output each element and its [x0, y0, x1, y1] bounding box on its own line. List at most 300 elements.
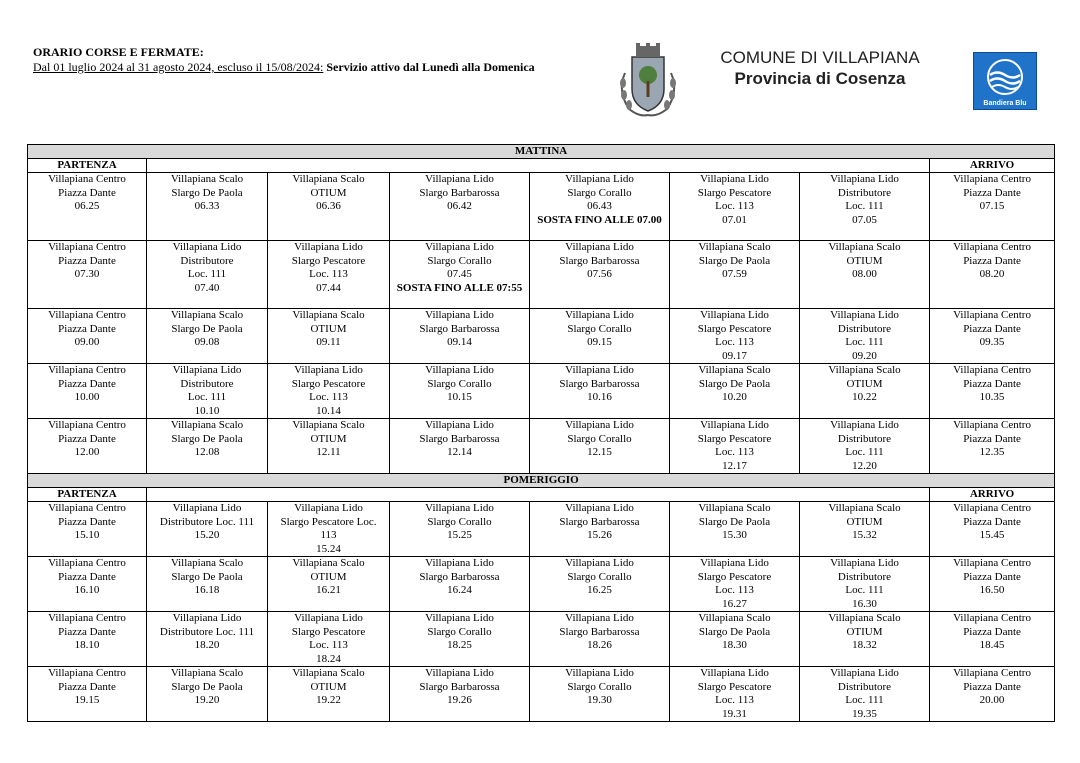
municipal-crest-icon — [615, 43, 681, 119]
stop-line: Slargo Barbarossa — [559, 625, 640, 638]
stop-cell — [670, 667, 800, 722]
stop-line: Villapiana Lido — [565, 309, 634, 321]
stop-cell — [800, 502, 930, 557]
stop-line: Villapiana Lido — [425, 241, 494, 253]
stop-line: Villapiana Lido — [700, 173, 769, 185]
stop-line: Slargo Barbarossa — [559, 377, 640, 390]
stop-line: Slargo Barbarossa — [419, 186, 500, 199]
stop-cell — [530, 612, 670, 667]
table-row — [28, 241, 1055, 309]
stop-cell — [390, 502, 530, 557]
stop-line: Villapiana Lido — [565, 173, 634, 185]
stop-line: Slargo Corallo — [567, 322, 632, 335]
stop-cell — [147, 667, 268, 722]
stop-cell — [390, 241, 530, 309]
stop-time: 07.15 — [979, 200, 1005, 212]
table-row — [28, 419, 1055, 474]
stop-line: Villapiana Centro — [953, 241, 1031, 253]
blue-flag-label: Bandiera Blu — [983, 100, 1027, 107]
stop-line: Slargo Corallo — [427, 625, 492, 638]
stop-cell — [800, 667, 930, 722]
stop-line: Villapiana Lido — [565, 557, 634, 569]
stop-line: Slargo De Paola — [171, 186, 243, 199]
stop-line: OTIUM — [846, 377, 883, 390]
stop-line: Villapiana Scalo — [170, 557, 244, 569]
stop-cell — [147, 309, 268, 364]
stop-cell — [930, 557, 1055, 612]
table-row — [28, 557, 1055, 612]
stop-cell — [800, 309, 930, 364]
stop-line: Slargo Pescatore Loc. — [280, 515, 377, 528]
stop-line: Loc. 113 — [715, 446, 754, 458]
stop-time: 19.20 — [194, 694, 220, 706]
stop-cell — [390, 309, 530, 364]
stop-line: Villapiana Lido — [700, 667, 769, 679]
stop-line: Slargo Barbarossa — [419, 432, 500, 445]
service-period — [33, 60, 535, 75]
stop-line: Villapiana Lido — [172, 241, 242, 253]
stop-cell — [147, 419, 268, 474]
stop-line: Villapiana Scalo — [698, 502, 771, 514]
stop-line: Villapiana Scalo — [698, 241, 771, 253]
stop-time: 12.00 — [74, 446, 100, 458]
stop-time: 19.31 — [722, 707, 747, 720]
stop-time: 19.15 — [74, 694, 100, 706]
stop-time: 16.50 — [979, 584, 1005, 596]
stop-time: 18.26 — [587, 639, 612, 651]
stop-line: Piazza Dante — [58, 186, 116, 199]
stop-line: Piazza Dante — [58, 377, 116, 390]
stop-line: Villapiana Scalo — [170, 309, 244, 321]
stop-line: Piazza Dante — [963, 680, 1021, 693]
stop-line: Villapiana Lido — [565, 612, 634, 624]
stop-time: 10.15 — [447, 391, 472, 403]
stop-time: 18.45 — [979, 639, 1005, 651]
stop-line: Villapiana Centro — [48, 612, 126, 624]
stop-line: Slargo De Paola — [698, 377, 771, 390]
stop-time: 15.20 — [194, 529, 220, 541]
stop-cell — [930, 173, 1055, 241]
stop-time: 09.14 — [447, 336, 472, 348]
stop-cell — [268, 419, 390, 474]
stop-line: Villapiana Scalo — [698, 612, 771, 624]
stop-time: 06.43 — [587, 200, 612, 212]
section-title: MATTINA — [28, 145, 1055, 159]
stop-line: Piazza Dante — [58, 254, 116, 267]
stop-line: Loc. 111 — [845, 336, 884, 348]
stop-line: Villapiana Lido — [425, 419, 494, 431]
stop-cell — [530, 419, 670, 474]
stop-line: Villapiana Lido — [565, 667, 634, 679]
stop-cell — [670, 173, 800, 241]
stop-line: Loc. 111 — [845, 200, 884, 212]
stop-time: 16.30 — [852, 597, 877, 610]
stop-line: Distributore — [837, 570, 892, 583]
stop-time: 06.25 — [74, 200, 100, 212]
stop-time: 12.20 — [852, 459, 877, 472]
timetable — [27, 144, 1055, 722]
stop-line: Piazza Dante — [58, 432, 116, 445]
stop-cell — [530, 364, 670, 419]
stop-line: Distributore — [837, 432, 892, 445]
stop-time: 09.00 — [74, 336, 100, 348]
stop-line: Villapiana Lido — [565, 419, 634, 431]
stop-line: Distributore — [837, 322, 892, 335]
stop-time: 12.14 — [447, 446, 472, 458]
stop-cell — [670, 557, 800, 612]
departure-label: PARTENZA — [28, 159, 147, 173]
stop-cell — [390, 173, 530, 241]
stop-time: 18.32 — [852, 639, 877, 651]
stop-line: Villapiana Lido — [425, 557, 494, 569]
municipality-name: COMUNE DI VILLAPIANA — [720, 48, 920, 67]
stop-time: 10.20 — [722, 391, 747, 403]
stop-line: Villapiana Lido — [425, 309, 494, 321]
stop-time: 16.10 — [74, 584, 100, 596]
stop-cell — [28, 612, 147, 667]
table-row — [28, 173, 1055, 241]
stop-line: Distributore Loc. 111 — [159, 625, 255, 638]
stop-cell — [800, 557, 930, 612]
stop-time: 09.08 — [194, 336, 220, 348]
stop-line: Villapiana Lido — [565, 241, 634, 253]
stop-time: 10.22 — [852, 391, 877, 403]
stop-cell — [670, 502, 800, 557]
stop-line: Slargo Pescatore — [291, 625, 366, 638]
stop-line: OTIUM — [310, 186, 347, 199]
stop-cell — [147, 173, 268, 241]
departure-label: PARTENZA — [28, 488, 147, 502]
stop-time: 07.40 — [194, 281, 220, 294]
stop-time: 07.30 — [74, 268, 100, 280]
stop-cell — [800, 241, 930, 309]
stop-cell — [28, 364, 147, 419]
stop-time: 12.17 — [722, 459, 747, 472]
stop-line: OTIUM — [310, 680, 347, 693]
stop-cell — [530, 241, 670, 309]
stop-line: Villapiana Lido — [830, 309, 899, 321]
table-row — [28, 502, 1055, 557]
stop-line: Villapiana Scalo — [292, 419, 365, 431]
stop-time: 07.01 — [722, 213, 747, 226]
stop-cell — [670, 612, 800, 667]
stop-time: 18.10 — [74, 639, 100, 651]
stop-line: Villapiana Scalo — [828, 241, 901, 253]
stop-cell — [28, 419, 147, 474]
stop-line: Piazza Dante — [963, 432, 1021, 445]
stop-line: Piazza Dante — [963, 322, 1021, 335]
stop-line: Villapiana Centro — [48, 309, 126, 321]
stop-line: Villapiana Centro — [48, 364, 126, 376]
stop-line: Slargo Corallo — [427, 254, 492, 267]
stop-cell — [670, 419, 800, 474]
table-row — [28, 309, 1055, 364]
stop-cell — [530, 502, 670, 557]
stop-time: 09.15 — [587, 336, 612, 348]
stop-line: Villapiana Centro — [953, 667, 1031, 679]
stop-line: Slargo Barbarossa — [559, 254, 640, 267]
label-spacer — [147, 159, 930, 173]
province-name: Provincia di Cosenza — [734, 69, 906, 88]
stop-line: OTIUM — [846, 254, 883, 267]
stop-line: OTIUM — [846, 515, 883, 528]
stop-line: Distributore — [837, 680, 892, 693]
stop-time: 15.25 — [447, 529, 472, 541]
stop-time: 19.22 — [316, 694, 341, 706]
table-row — [28, 667, 1055, 722]
stop-cell — [530, 667, 670, 722]
stop-line: Villapiana Lido — [700, 309, 769, 321]
stop-line: Slargo De Paola — [171, 680, 243, 693]
stop-line: Slargo Barbarossa — [419, 570, 500, 583]
stop-cell — [930, 241, 1055, 309]
stop-cell — [390, 612, 530, 667]
stop-line: OTIUM — [846, 625, 883, 638]
stop-cell — [147, 612, 268, 667]
stop-line: Distributore — [180, 254, 234, 267]
stop-time: 16.18 — [194, 584, 220, 596]
stop-cell — [670, 241, 800, 309]
stop-line: OTIUM — [310, 432, 347, 445]
stop-time: 15.30 — [722, 529, 747, 541]
stop-time: 12.11 — [316, 446, 341, 458]
section-band-row — [28, 474, 1055, 488]
stop-time: 15.10 — [74, 529, 100, 541]
stop-line: Villapiana Lido — [425, 612, 494, 624]
table-row — [28, 612, 1055, 667]
stop-line: Piazza Dante — [963, 570, 1021, 583]
stop-time: 09.17 — [722, 349, 747, 362]
stop-line: Villapiana Lido — [830, 173, 899, 185]
stop-line: Slargo De Paola — [698, 625, 771, 638]
stop-line: Villapiana Scalo — [828, 612, 901, 624]
stop-cell — [930, 309, 1055, 364]
stop-cell — [800, 419, 930, 474]
stop-line: Villapiana Scalo — [292, 309, 365, 321]
stop-cell — [930, 502, 1055, 557]
stop-line: Villapiana Lido — [425, 502, 494, 514]
stop-line: Villapiana Centro — [953, 502, 1031, 514]
stop-line: Villapiana Centro — [953, 612, 1031, 624]
stop-line: Loc. 113 — [715, 336, 754, 348]
stop-line: Villapiana Scalo — [170, 667, 244, 679]
stop-cell — [800, 364, 930, 419]
stop-line: Slargo Pescatore — [697, 680, 772, 693]
stop-line: Villapiana Lido — [172, 364, 242, 376]
stop-line: Slargo Barbarossa — [419, 680, 500, 693]
stop-time: 16.24 — [447, 584, 472, 596]
stop-time: 18.24 — [316, 652, 341, 665]
stop-cell — [930, 667, 1055, 722]
stop-line: Distributore — [837, 186, 892, 199]
stop-cell — [390, 419, 530, 474]
stop-time: 07.05 — [852, 213, 877, 226]
stop-time: 16.25 — [587, 584, 612, 596]
stop-line: Villapiana Scalo — [170, 419, 244, 431]
stop-line: Slargo Pescatore — [697, 570, 772, 583]
stop-line: Villapiana Scalo — [292, 557, 365, 569]
stop-line: Villapiana Lido — [700, 419, 769, 431]
stop-time: 07.45 — [447, 268, 472, 280]
stop-cell — [28, 502, 147, 557]
layover-note: SOSTA FINO ALLE 07:55 — [396, 281, 523, 294]
stop-line: Villapiana Centro — [953, 419, 1031, 431]
stop-line: Slargo Barbarossa — [419, 322, 500, 335]
stop-line: Loc. 111 — [845, 694, 884, 706]
stop-line: Piazza Dante — [58, 625, 116, 638]
stop-time: 20.00 — [979, 694, 1005, 706]
stop-time: 19.26 — [447, 694, 472, 706]
stop-line: Slargo Corallo — [427, 515, 492, 528]
stop-line: Loc. 113 — [715, 584, 754, 596]
stop-cell — [28, 557, 147, 612]
stop-time: 08.20 — [979, 268, 1005, 280]
stop-cell — [268, 309, 390, 364]
stop-cell — [28, 173, 147, 241]
column-label-row — [28, 159, 1055, 173]
stop-time: 10.16 — [587, 391, 612, 403]
stop-time: 07.56 — [587, 268, 612, 280]
stop-cell — [390, 557, 530, 612]
arrival-label: ARRIVO — [930, 488, 1055, 502]
stop-cell — [930, 612, 1055, 667]
stop-cell — [147, 557, 268, 612]
stop-line: Villapiana Scalo — [828, 502, 901, 514]
stop-line: Loc. 113 — [715, 694, 754, 706]
stop-line: Piazza Dante — [963, 625, 1021, 638]
table-row — [28, 364, 1055, 419]
stop-time: 18.25 — [447, 639, 472, 651]
stop-line: Slargo Corallo — [567, 570, 632, 583]
stop-line: Villapiana Lido — [700, 557, 769, 569]
stop-line: OTIUM — [310, 570, 347, 583]
stop-line: Villapiana Lido — [830, 557, 899, 569]
stop-line: Piazza Dante — [58, 680, 116, 693]
stop-cell — [28, 309, 147, 364]
stop-cell — [390, 364, 530, 419]
stop-line: Piazza Dante — [963, 515, 1021, 528]
stop-cell — [268, 557, 390, 612]
stop-line: Villapiana Lido — [172, 502, 242, 514]
stop-line: Loc. 113 — [715, 200, 754, 212]
stop-time: 07.44 — [316, 281, 341, 294]
stop-line: Villapiana Scalo — [292, 173, 365, 185]
stop-time: 18.20 — [194, 639, 220, 651]
stop-line: Slargo Corallo — [567, 186, 632, 199]
stop-line: Loc. 113 — [309, 268, 348, 280]
stop-time: 16.27 — [722, 597, 747, 610]
stop-line: Slargo Corallo — [427, 377, 492, 390]
stop-line: Slargo De Paola — [171, 322, 243, 335]
stop-line: Slargo Pescatore — [291, 377, 366, 390]
stop-cell — [147, 364, 268, 419]
stop-line: Slargo Barbarossa — [559, 515, 640, 528]
stop-line: Loc. 111 — [845, 584, 884, 596]
stop-cell — [28, 241, 147, 309]
stop-cell — [530, 173, 670, 241]
arrival-label: ARRIVO — [930, 159, 1055, 173]
stop-cell — [530, 309, 670, 364]
stop-time: 09.35 — [979, 336, 1005, 348]
stop-cell — [268, 364, 390, 419]
stop-time: 15.32 — [852, 529, 877, 541]
column-label-row — [28, 488, 1055, 502]
stop-time: 12.35 — [979, 446, 1005, 458]
stop-time: 09.11 — [316, 336, 341, 348]
stop-line: Villapiana Lido — [172, 612, 242, 624]
stop-time: 18.30 — [722, 639, 747, 651]
period-dates: Dal 01 luglio 2024 al 31 agosto 2024, escluso il 15/08/2024: — [33, 60, 324, 74]
stop-line: Villapiana Centro — [953, 309, 1031, 321]
stop-time: 06.42 — [447, 200, 472, 212]
stop-line: Villapiana Scalo — [292, 667, 365, 679]
stop-time: 12.15 — [587, 446, 612, 458]
stop-line: Slargo Pescatore — [291, 254, 366, 267]
stop-time: 08.00 — [852, 268, 877, 280]
stop-line: Villapiana Centro — [953, 173, 1031, 185]
stop-line: Slargo De Paola — [698, 254, 771, 267]
section-band-row — [28, 145, 1055, 159]
stop-line: Piazza Dante — [58, 515, 116, 528]
stop-line: Villapiana Lido — [294, 241, 363, 253]
stop-time: 06.33 — [194, 200, 220, 212]
service-days: Servizio attivo dal Lunedì alla Domenica — [323, 60, 535, 74]
stop-line: Villapiana Centro — [48, 502, 126, 514]
stop-time: 19.30 — [587, 694, 612, 706]
municipality-heading — [720, 47, 920, 89]
stop-line: Villapiana Lido — [830, 419, 899, 431]
stop-line: Villapiana Lido — [425, 667, 494, 679]
stop-time: 12.08 — [194, 446, 220, 458]
stop-cell — [670, 364, 800, 419]
stop-line: Distributore Loc. 111 — [159, 515, 255, 528]
stop-cell — [390, 667, 530, 722]
section-title: POMERIGGIO — [28, 474, 1055, 488]
stop-time: 09.20 — [852, 349, 877, 362]
stop-line: Villapiana Scalo — [698, 364, 771, 376]
stop-line: Slargo De Paola — [171, 432, 243, 445]
stop-line: Villapiana Centro — [48, 557, 126, 569]
stop-cell — [147, 241, 268, 309]
stop-line: Villapiana Centro — [953, 364, 1031, 376]
stop-line: OTIUM — [310, 322, 347, 335]
stop-cell — [670, 309, 800, 364]
stop-line: Loc. 111 — [187, 391, 227, 403]
stop-line: Villapiana Lido — [425, 364, 494, 376]
stop-line: Villapiana Lido — [425, 173, 494, 185]
stop-time: 10.10 — [194, 404, 220, 417]
stop-line: Villapiana Lido — [294, 364, 363, 376]
stop-line: Villapiana Scalo — [170, 173, 244, 185]
blue-flag-logo — [973, 52, 1037, 110]
stop-line: Piazza Dante — [58, 570, 116, 583]
stop-cell — [930, 364, 1055, 419]
stop-line: 113 — [320, 529, 337, 541]
stop-cell — [800, 173, 930, 241]
stop-line: Loc. 113 — [309, 391, 348, 403]
stop-line: Slargo Pescatore — [697, 186, 772, 199]
stop-cell — [530, 557, 670, 612]
stop-line: Villapiana Centro — [953, 557, 1031, 569]
stop-line: Villapiana Centro — [48, 419, 126, 431]
stop-line: Slargo Pescatore — [697, 432, 772, 445]
stop-line: Piazza Dante — [963, 377, 1021, 390]
stop-time: 19.35 — [852, 707, 877, 720]
stop-line: Slargo Corallo — [567, 680, 632, 693]
stop-line: Loc. 111 — [187, 268, 227, 280]
label-spacer — [147, 488, 930, 502]
stop-line: Piazza Dante — [963, 254, 1021, 267]
